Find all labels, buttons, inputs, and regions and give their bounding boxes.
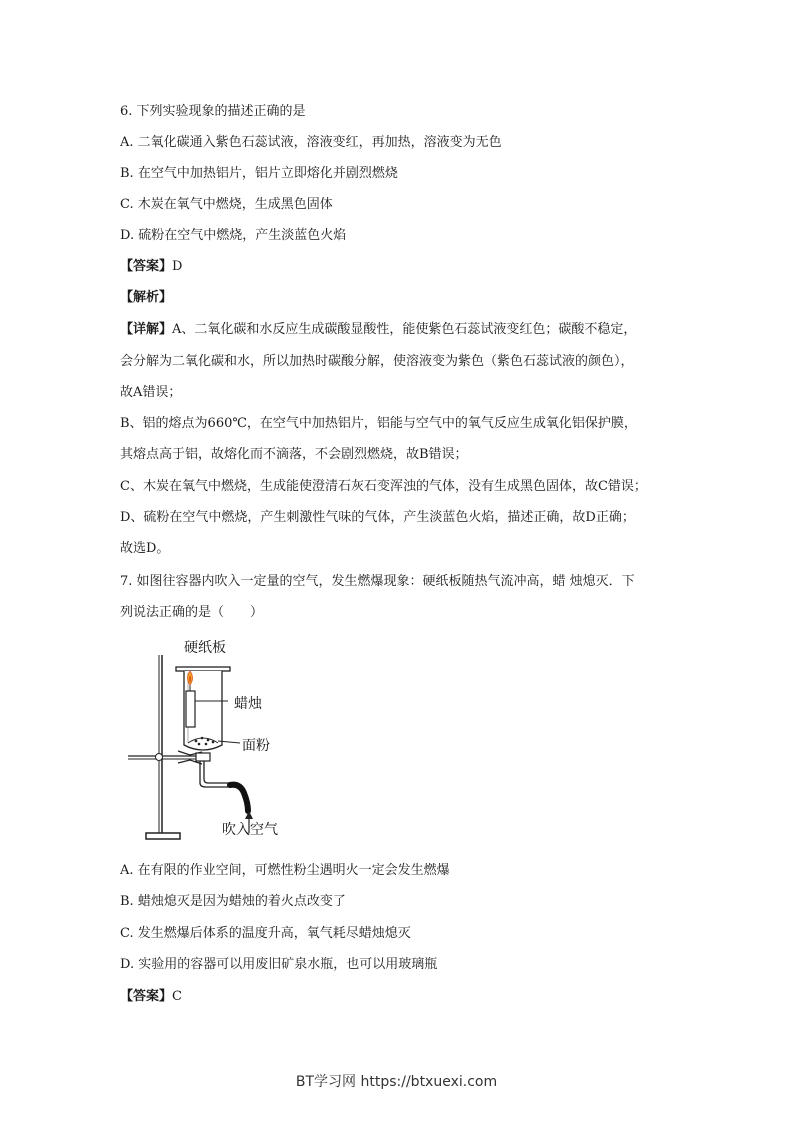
- q7-option-b: B. 蜡烛熄灭是因为蜡烛的着火点改变了: [120, 894, 346, 909]
- experiment-figure: [118, 633, 298, 848]
- q7-option-c: C. 发生燃爆后体系的温度升高，氧气耗尽蜡烛熄灭: [120, 926, 411, 941]
- q6-answer: D: [172, 259, 183, 274]
- q7-option-a: A. 在有限的作业空间，可燃性粉尘遇明火一定会发生燃爆: [120, 863, 450, 878]
- q6-detail-line-2: 会分解为二氧化碳和水，所以加热时碳酸分解，使溶液变为紫色（紫色石蕊试液的颜色），: [120, 354, 634, 369]
- q7-answer: C: [172, 989, 182, 1004]
- q6-option-c: C. 木炭在氧气中燃烧，生成黑色固体: [120, 197, 333, 212]
- q6-answer-line: [120, 257, 182, 277]
- q6-detail-line-3: 故A错误；: [120, 385, 182, 400]
- q7-stem-line-2: 列说法正确的是（ ）: [120, 605, 264, 620]
- q7-stem-line-1: 7. 如图往容器内吹入一定量的空气，发生燃爆现象：硬纸板随热气流冲高，蜡 烛熄灭．下: [120, 574, 635, 589]
- q7-option-d: D. 实验用的容器可以用废旧矿泉水瓶，也可以用玻璃瓶: [120, 957, 438, 972]
- answer-tag: 【答案】: [120, 989, 173, 1004]
- label-candle: 蜡烛: [234, 696, 262, 712]
- q6-option-b: B. 在空气中加热铝片，铝片立即熔化并剧烈燃烧: [120, 166, 398, 181]
- apparatus-drawing: [118, 633, 298, 848]
- q6-detail-line-5: 其熔点高于铝，故熔化而不滴落，不会剧烈燃烧，故B错误；: [120, 447, 468, 462]
- q6-detail-line-4: B、铝的熔点为660℃，在空气中加热铝片，铝能与空气中的氧气反应生成氧化铝保护膜，: [120, 416, 637, 431]
- q6-detail-line-7: D、硫粉在空气中燃烧，产生刺激性气味的气体，产生淡蓝色火焰，描述正确，故D正确；: [120, 510, 635, 525]
- q6-stem: 6. 下列实验现象的描述正确的是: [120, 104, 306, 119]
- q6-option-a: A. 二氧化碳通入紫色石蕊试液，溶液变红，再加热，溶液变为无色: [120, 135, 502, 150]
- q6-detail-line-1: 【详解】A、二氧化碳和水反应生成碳酸显酸性，能使紫色石蕊试液变红色；碳酸不稳定，: [120, 322, 637, 337]
- q6-detail-line-6: C、木炭在氧气中燃烧，生成能使澄清石灰石变浑浊的气体，没有生成黑色固体，故C错误；: [120, 479, 647, 494]
- label-blow-air: 吹入空气: [222, 822, 278, 838]
- detail-tag: 【详解】: [120, 322, 173, 337]
- q7-answer-line: [120, 987, 182, 1007]
- footer-site-link[interactable]: BT学习网 https://btxuexi.com: [295, 1074, 498, 1090]
- label-flour: 面粉: [242, 738, 270, 754]
- answer-tag: 【答案】: [120, 259, 173, 274]
- q6-option-d: D. 硫粉在空气中燃烧，产生淡蓝色火焰: [120, 228, 347, 243]
- q6-analysis-tag: 【解析】: [120, 290, 173, 305]
- label-cardboard: 硬纸板: [184, 640, 226, 656]
- q6-detail-line-8: 故选D。: [120, 541, 170, 556]
